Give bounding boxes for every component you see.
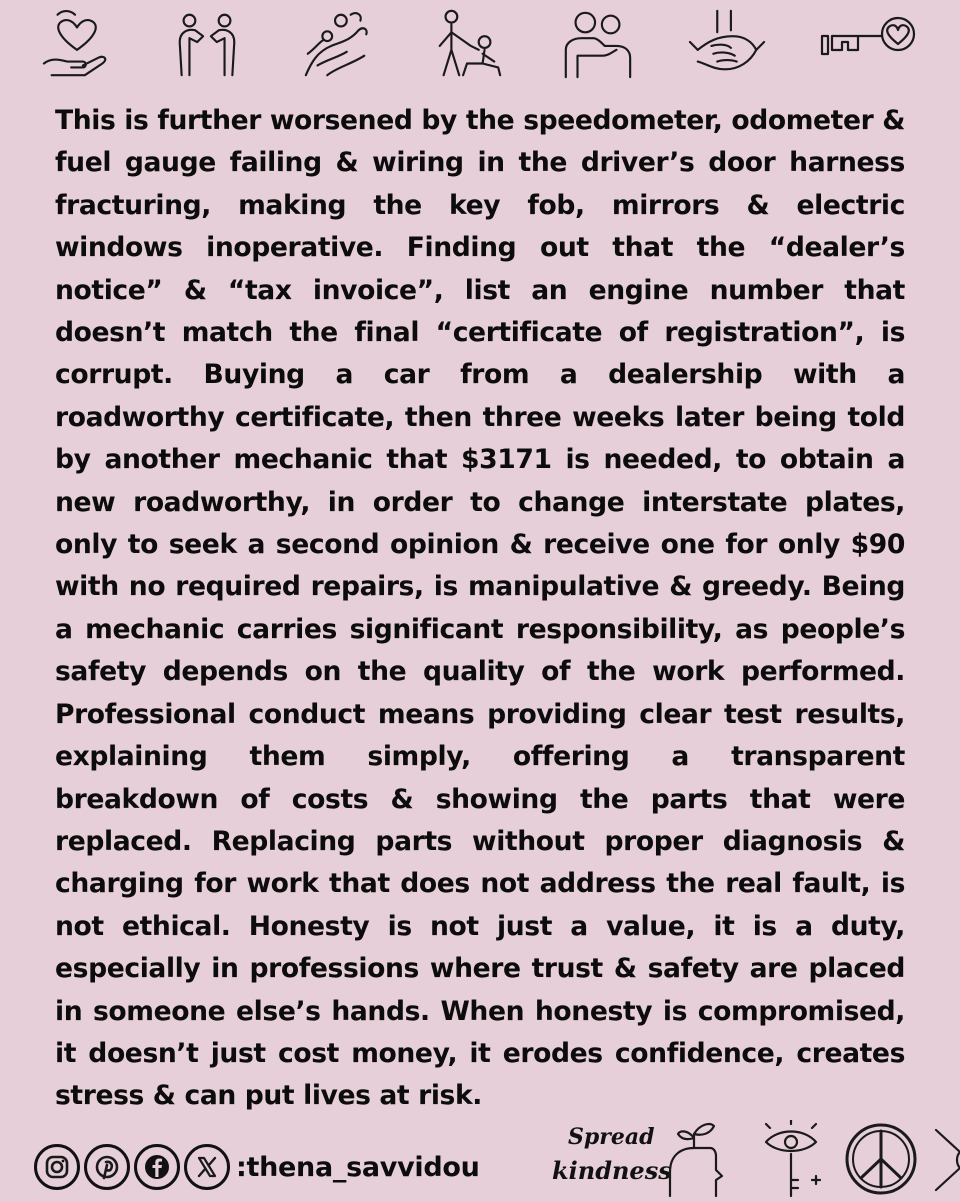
slogan-line-2: kindness xyxy=(552,1156,672,1185)
social-links xyxy=(34,1144,480,1190)
embracing-figures-icon xyxy=(298,6,376,82)
instagram-icon[interactable] xyxy=(34,1144,80,1190)
top-icon-row xyxy=(38,6,928,82)
joined-hands-icon xyxy=(930,1120,960,1198)
clasped-hands-icon xyxy=(688,6,766,82)
plant-head-icon xyxy=(660,1120,742,1198)
heart-in-hand-icon xyxy=(38,6,116,82)
eye-key-icon xyxy=(750,1120,832,1198)
heart-key-icon xyxy=(818,6,928,82)
spread-kindness-logo xyxy=(552,1122,672,1198)
hugging-couple-icon xyxy=(558,6,636,82)
facebook-icon[interactable] xyxy=(134,1144,180,1190)
footer xyxy=(30,1120,930,1200)
peace-sign-icon xyxy=(840,1120,922,1198)
slogan-line-1: Spread xyxy=(568,1124,655,1150)
social-handle: :thena_savvidou xyxy=(236,1151,480,1183)
x-icon[interactable] xyxy=(184,1144,230,1190)
helping-hand-figures-icon xyxy=(428,6,506,82)
pinterest-icon[interactable] xyxy=(84,1144,130,1190)
body-paragraph: This is further worsened by the speedometer, odometer & fuel gauge failing & wiring in the driver’s door harness fracturing, making the key fob, mirrors & electric windows inoperative. Finding out that the “dealer’s notice” & “tax invoice”, list an engine number that doesn’t match the final “certificate of registration”, is corrupt. Buying a car from a dealership with a roadworthy certificate, then three weeks later being told by another mechanic that $3171 is needed, to obtain a new roadworthy, in order to change interstate plates, only to seek a second opinion & receive one for only $90 with no required repairs, is manipulative & greedy. Being a mechanic carries significant responsibility, as people’s safety depends on the quality of the work performed. Professional conduct means providing clear test results, explaining them simply, offering a transparent breakdown of costs & showing the parts that were replaced. Replacing parts without proper diagnosis & charging for work that does not address the real fault, is not ethical. Honesty is not just a value, it is a duty, especially in professions where trust & safety are placed in someone else’s hands. When honesty is compromised, it doesn’t just cost money, it erodes confidence, creates stress & can put lives at risk. xyxy=(55,105,905,1112)
bowing-figures-icon xyxy=(168,6,246,82)
footer-decor-icons xyxy=(660,1120,960,1198)
